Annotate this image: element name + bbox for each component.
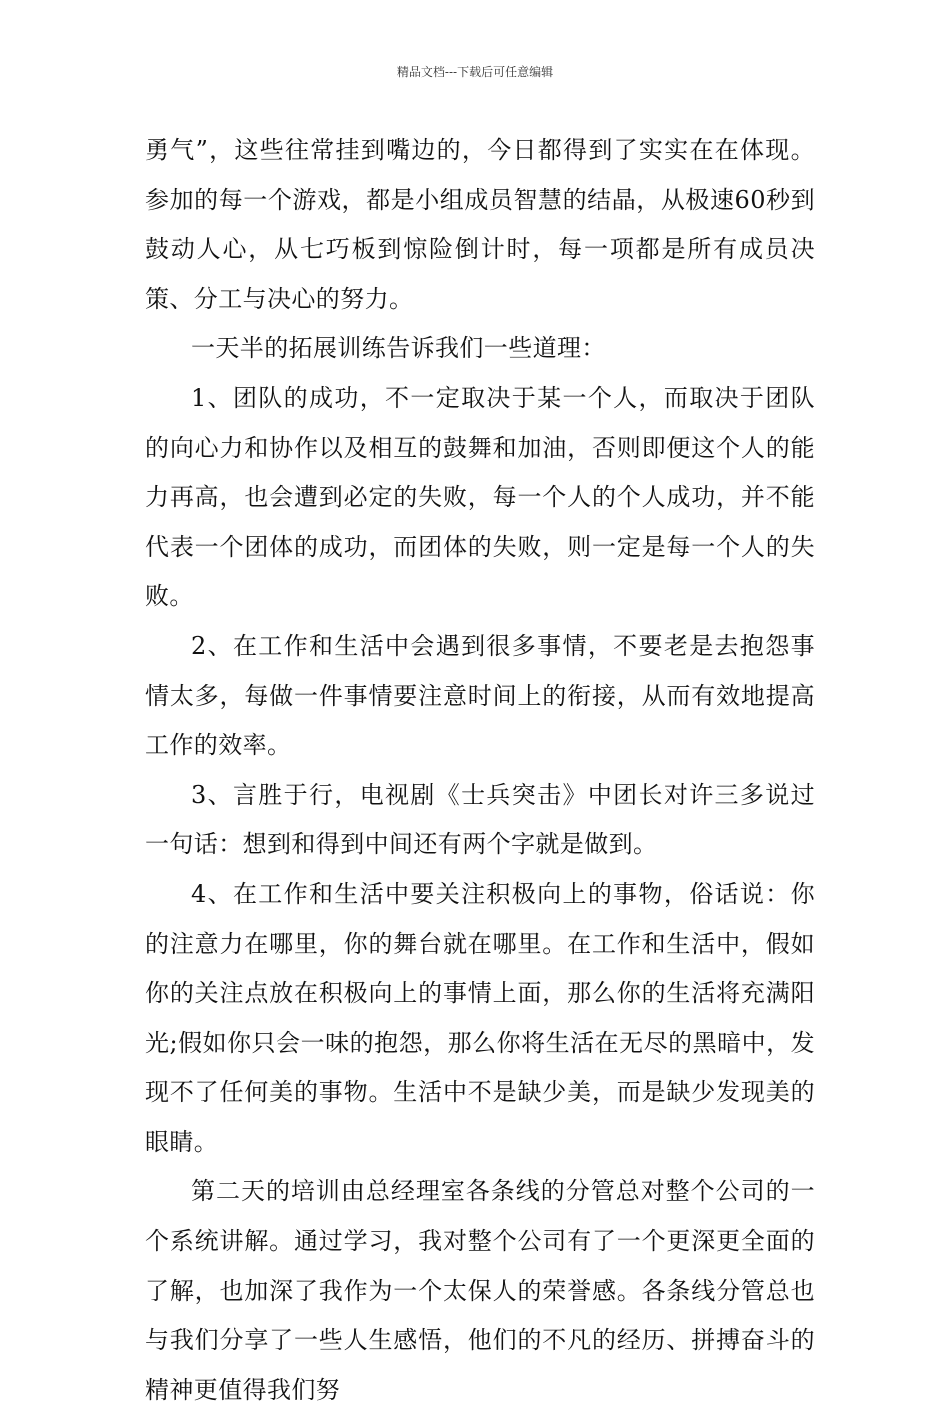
paragraph-day-two: 第二天的培训由总经理室各条线的分管总对整个公司的一个系统讲解。通过学习，我对整个公司有了一个更深更全面的了解，也加深了我作为一个太保人的荣誉感。各条线分管总也与我们分享了一些人生感悟，他们的不凡的经历、拼搏奋斗的精神更值得我们努 — [145, 1177, 815, 1404]
paragraph-point-3: 3、言胜于行，电视剧《士兵突击》中团长对许三多说过一句话：想到和得到中间还有两个字就是做到。 — [145, 780, 815, 859]
paragraph-point-2: 2、在工作和生活中会遇到很多事情，不要老是去抱怨事情太多，每做一件事情要注意时间上的衔接，从而有效地提高工作的效率。 — [145, 631, 815, 760]
page-header: 精品文档---下载后可任意编辑 — [396, 65, 554, 79]
document-body — [145, 126, 815, 1415]
paragraph-point-1: 1、团队的成功，不一定取决于某一个人，而取决于团队的向心力和协作以及相互的鼓舞和加油，否则即便这个人的能力再高，也会遭到必定的失败，每一个人的个人成功，并不能代表一个团体的成功，而团体的失败，则一定是每一个人的失败。 — [145, 383, 815, 611]
paragraph-continuation: 勇气”，这些往常挂到嘴边的，今日都得到了实实在在体现。参加的每一个游戏，都是小组成员智慧的结晶，从极速60秒到鼓动人心，从七巧板到惊险倒计时，每一项都是所有成员决策、分工与决心的努力。 — [145, 136, 815, 313]
paragraph-point-4: 4、在工作和生活中要关注积极向上的事物，俗话说：你的注意力在哪里，你的舞台就在哪里。在工作和生活中，假如你的关注点放在积极向上的事情上面，那么你的生活将充满阳光;假如你只会一味的抱怨，那么你将生活在无尽的黑暗中，发现不了任何美的事物。生活中不是缺少美，而是缺少发现美的眼睛。 — [145, 879, 815, 1156]
paragraph-intro: 一天半的拓展训练告诉我们一些道理： — [191, 334, 606, 363]
